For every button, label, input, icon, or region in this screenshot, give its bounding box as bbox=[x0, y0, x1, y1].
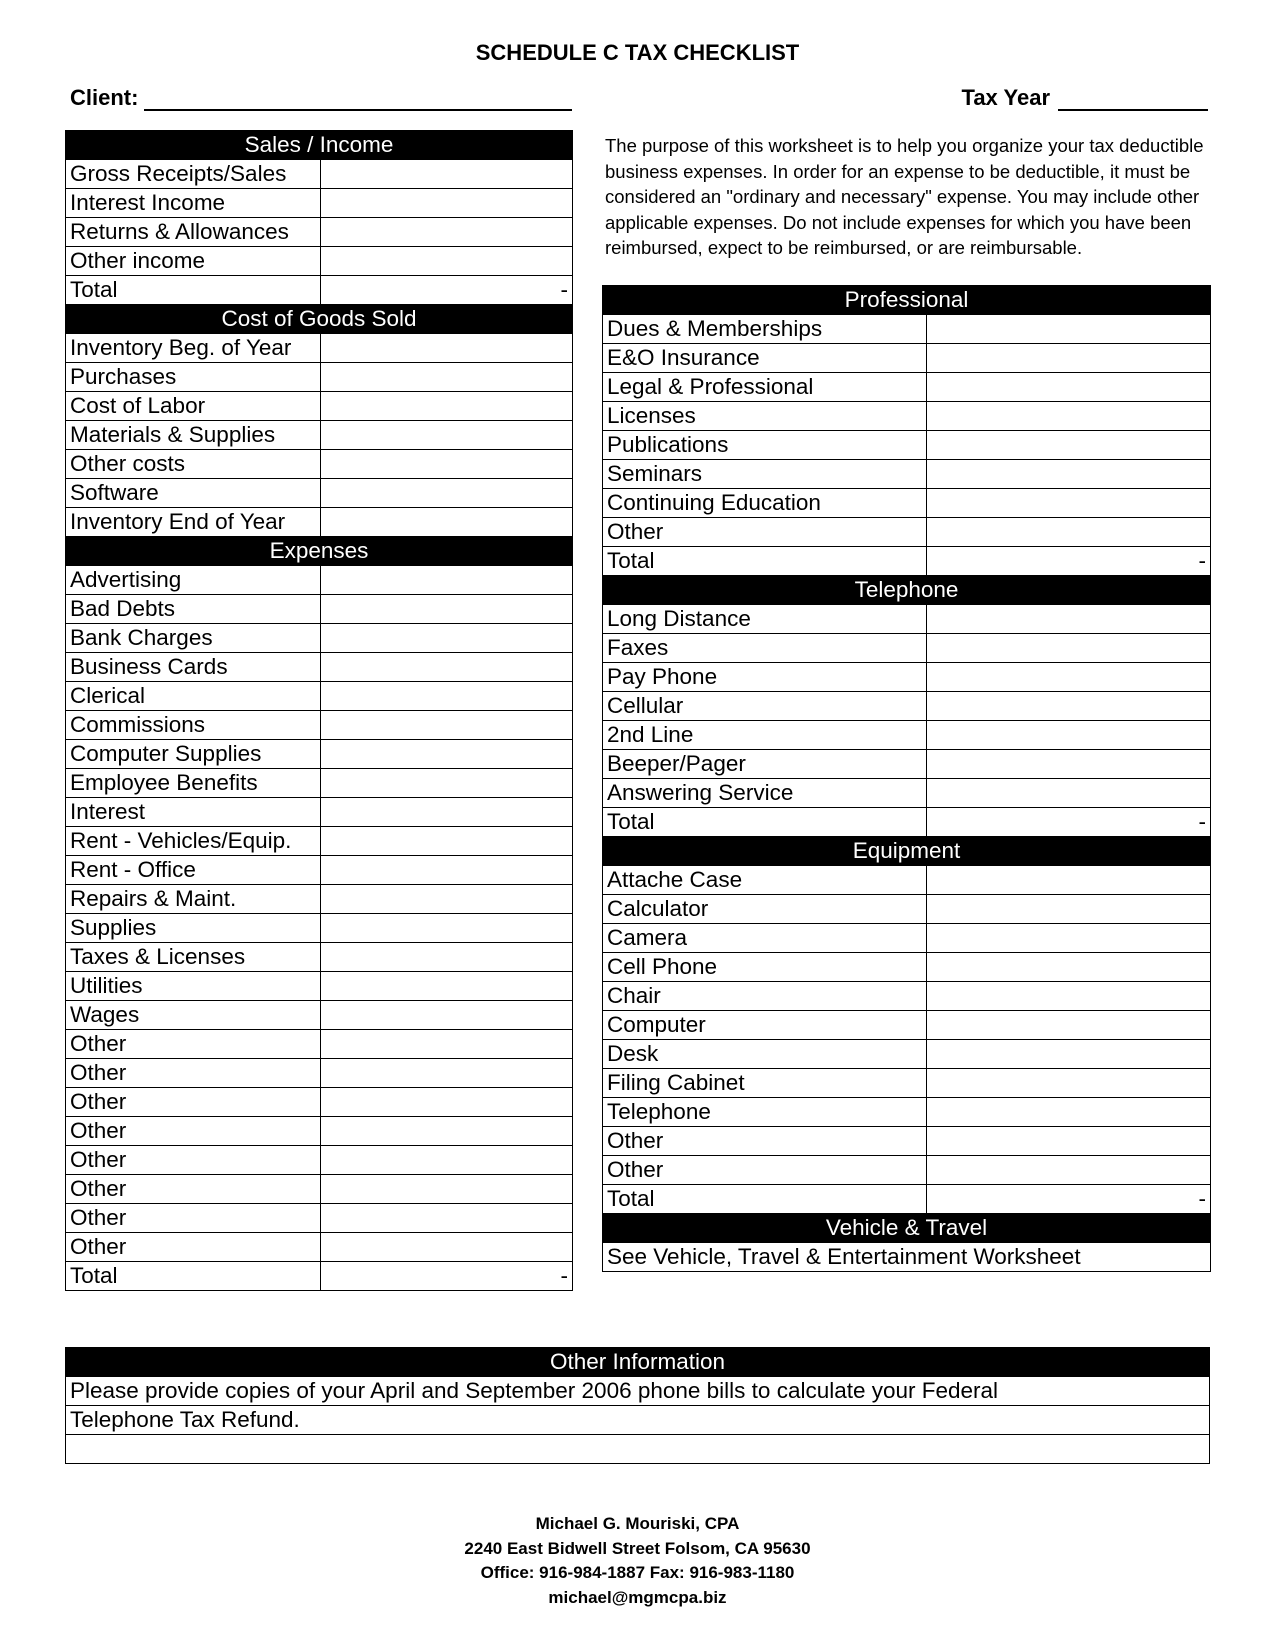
total-row bbox=[603, 547, 1211, 576]
table-row bbox=[66, 1204, 573, 1233]
table-row bbox=[66, 450, 573, 479]
table-row bbox=[66, 1435, 1210, 1464]
row-label: Wages bbox=[66, 1001, 321, 1030]
amount-cell[interactable] bbox=[321, 1175, 573, 1204]
amount-cell[interactable] bbox=[321, 943, 573, 972]
client-field bbox=[70, 85, 572, 111]
table-row bbox=[603, 1243, 1211, 1272]
footer-address: 2240 East Bidwell Street Folsom, CA 95630 bbox=[464, 1538, 811, 1558]
section-header-row bbox=[66, 131, 573, 160]
table-row bbox=[66, 740, 573, 769]
table-row bbox=[66, 334, 573, 363]
section-header-sales-income: Sales / Income bbox=[66, 131, 573, 160]
row-label: Cost of Labor bbox=[66, 392, 321, 421]
amount-cell[interactable] bbox=[321, 421, 573, 450]
table-row bbox=[66, 508, 573, 537]
row-label: Other costs bbox=[66, 450, 321, 479]
table-row bbox=[66, 1233, 573, 1262]
table-row bbox=[603, 866, 1211, 895]
amount-cell[interactable] bbox=[927, 344, 1211, 373]
table-row bbox=[66, 1001, 573, 1030]
section-header-row bbox=[66, 305, 573, 334]
row-label: Answering Service bbox=[603, 779, 927, 808]
amount-cell[interactable] bbox=[927, 895, 1211, 924]
row-label: Purchases bbox=[66, 363, 321, 392]
table-row bbox=[603, 344, 1211, 373]
total-row bbox=[66, 276, 573, 305]
amount-cell[interactable] bbox=[927, 605, 1211, 634]
table-row bbox=[66, 392, 573, 421]
table-row bbox=[66, 798, 573, 827]
footer-phone: Office: 916-984-1887 Fax: 916-983-1180 bbox=[480, 1563, 795, 1582]
section-header-row bbox=[66, 537, 573, 566]
amount-cell[interactable] bbox=[927, 489, 1211, 518]
amount-cell[interactable] bbox=[321, 885, 573, 914]
row-label: Materials & Supplies bbox=[66, 421, 321, 450]
table-row bbox=[66, 711, 573, 740]
section-header-row bbox=[603, 1214, 1211, 1243]
row-label: Attache Case bbox=[603, 866, 927, 895]
row-label: Legal & Professional bbox=[603, 373, 927, 402]
amount-cell[interactable] bbox=[321, 1001, 573, 1030]
row-label: Calculator bbox=[603, 895, 927, 924]
note-cell: See Vehicle, Travel & Entertainment Worksheet bbox=[603, 1243, 1211, 1272]
row-label: 2nd Line bbox=[603, 721, 927, 750]
table-row bbox=[603, 924, 1211, 953]
table-row bbox=[603, 489, 1211, 518]
table-row bbox=[66, 1117, 573, 1146]
table-row bbox=[603, 605, 1211, 634]
row-label: Interest Income bbox=[66, 189, 321, 218]
amount-cell[interactable] bbox=[321, 624, 573, 653]
table-row bbox=[66, 160, 573, 189]
row-label: Computer Supplies bbox=[66, 740, 321, 769]
table-row bbox=[66, 218, 573, 247]
row-label: Gross Receipts/Sales bbox=[66, 160, 321, 189]
row-label: Other income bbox=[66, 247, 321, 276]
total-amount: - bbox=[927, 808, 1211, 837]
row-label: Other bbox=[603, 1156, 927, 1185]
row-label: Commissions bbox=[66, 711, 321, 740]
row-label: Bank Charges bbox=[66, 624, 321, 653]
total-row bbox=[66, 1262, 573, 1291]
table-row bbox=[66, 682, 573, 711]
table-row bbox=[66, 914, 573, 943]
table-row bbox=[603, 692, 1211, 721]
table-row bbox=[603, 315, 1211, 344]
amount-cell[interactable] bbox=[321, 1204, 573, 1233]
amount-cell[interactable] bbox=[321, 595, 573, 624]
table-row bbox=[66, 189, 573, 218]
table-row bbox=[66, 653, 573, 682]
row-label: Interest bbox=[66, 798, 321, 827]
client-input-line[interactable] bbox=[144, 89, 572, 111]
footer-name: Michael G. Mouriski, CPA bbox=[535, 1514, 740, 1533]
row-label: Repairs & Maint. bbox=[66, 885, 321, 914]
row-label: Software bbox=[66, 479, 321, 508]
table-row bbox=[66, 247, 573, 276]
row-label: Dues & Memberships bbox=[603, 315, 927, 344]
tax-year-input-line[interactable] bbox=[1058, 89, 1208, 111]
amount-cell[interactable] bbox=[927, 866, 1211, 895]
amount-cell[interactable] bbox=[927, 431, 1211, 460]
other-information-table bbox=[65, 1347, 1210, 1464]
amount-cell[interactable] bbox=[927, 779, 1211, 808]
amount-cell[interactable] bbox=[927, 663, 1211, 692]
table-row bbox=[603, 1040, 1211, 1069]
amount-cell[interactable] bbox=[321, 1117, 573, 1146]
table-row bbox=[603, 460, 1211, 489]
row-label: Other bbox=[66, 1088, 321, 1117]
footer-email: michael@mgmcpa.biz bbox=[548, 1587, 727, 1607]
table-row bbox=[603, 634, 1211, 663]
amount-cell[interactable] bbox=[321, 1030, 573, 1059]
total-amount: - bbox=[927, 547, 1211, 576]
section-header-row bbox=[603, 837, 1211, 866]
total-row bbox=[603, 1185, 1211, 1214]
amount-cell[interactable] bbox=[927, 1156, 1211, 1185]
amount-cell[interactable] bbox=[321, 363, 573, 392]
table-row bbox=[66, 1059, 573, 1088]
row-label: Other bbox=[603, 1127, 927, 1156]
total-label: Total bbox=[66, 1262, 321, 1291]
table-row bbox=[603, 1156, 1211, 1185]
amount-cell[interactable] bbox=[321, 247, 573, 276]
total-label: Total bbox=[66, 276, 321, 305]
row-label: Rent - Vehicles/Equip. bbox=[66, 827, 321, 856]
table-row bbox=[603, 953, 1211, 982]
amount-cell[interactable] bbox=[321, 334, 573, 363]
table-row bbox=[66, 624, 573, 653]
amount-cell[interactable] bbox=[321, 682, 573, 711]
total-amount: - bbox=[321, 1262, 573, 1291]
table-row bbox=[603, 750, 1211, 779]
table-row bbox=[66, 885, 573, 914]
other-info-line: Please provide copies of your April and September 2006 phone bills to calculate your Federal bbox=[66, 1377, 1210, 1406]
row-label: Inventory Beg. of Year bbox=[66, 334, 321, 363]
section-header-row bbox=[66, 1348, 1210, 1377]
row-label: Telephone bbox=[603, 1098, 927, 1127]
amount-cell[interactable] bbox=[927, 750, 1211, 779]
row-label: Advertising bbox=[66, 566, 321, 595]
amount-cell[interactable] bbox=[927, 1011, 1211, 1040]
row-label: Other bbox=[66, 1117, 321, 1146]
section-header-cost-of-goods-sold: Cost of Goods Sold bbox=[66, 305, 573, 334]
amount-cell[interactable] bbox=[927, 1069, 1211, 1098]
table-row bbox=[603, 982, 1211, 1011]
table-row bbox=[603, 373, 1211, 402]
amount-cell[interactable] bbox=[321, 566, 573, 595]
section-header-row bbox=[603, 286, 1211, 315]
table-row bbox=[603, 402, 1211, 431]
footer-contact bbox=[0, 1512, 1275, 1610]
row-label: Cellular bbox=[603, 692, 927, 721]
section-header-vehicle-travel: Vehicle & Travel bbox=[603, 1214, 1211, 1243]
amount-cell[interactable] bbox=[321, 1059, 573, 1088]
total-label: Total bbox=[603, 547, 927, 576]
row-label: Computer bbox=[603, 1011, 927, 1040]
amount-cell[interactable] bbox=[927, 518, 1211, 547]
row-label: Business Cards bbox=[66, 653, 321, 682]
row-label: Taxes & Licenses bbox=[66, 943, 321, 972]
row-label: Continuing Education bbox=[603, 489, 927, 518]
amount-cell[interactable] bbox=[927, 1127, 1211, 1156]
row-label: Long Distance bbox=[603, 605, 927, 634]
amount-cell[interactable] bbox=[321, 1146, 573, 1175]
table-row bbox=[66, 363, 573, 392]
table-row bbox=[66, 1406, 1210, 1435]
row-label: Returns & Allowances bbox=[66, 218, 321, 247]
row-label: Other bbox=[66, 1030, 321, 1059]
page-title: SCHEDULE C TAX CHECKLIST bbox=[475, 40, 800, 65]
table-row bbox=[66, 827, 573, 856]
amount-cell[interactable] bbox=[321, 856, 573, 885]
amount-cell[interactable] bbox=[321, 160, 573, 189]
section-header-other-information: Other Information bbox=[66, 1348, 1210, 1377]
section-header-professional: Professional bbox=[603, 286, 1211, 315]
amount-cell[interactable] bbox=[927, 953, 1211, 982]
row-label: Chair bbox=[603, 982, 927, 1011]
amount-cell[interactable] bbox=[321, 1088, 573, 1117]
section-header-expenses: Expenses bbox=[66, 537, 573, 566]
row-label: Camera bbox=[603, 924, 927, 953]
table-row bbox=[603, 721, 1211, 750]
table-row bbox=[603, 895, 1211, 924]
table-row bbox=[603, 779, 1211, 808]
section-header-row bbox=[603, 576, 1211, 605]
table-row bbox=[66, 1146, 573, 1175]
row-label: Rent - Office bbox=[66, 856, 321, 885]
amount-cell[interactable] bbox=[927, 982, 1211, 1011]
amount-cell[interactable] bbox=[321, 1233, 573, 1262]
row-label: Cell Phone bbox=[603, 953, 927, 982]
row-label: Utilities bbox=[66, 972, 321, 1001]
amount-cell[interactable] bbox=[927, 1040, 1211, 1069]
table-row bbox=[66, 566, 573, 595]
amount-cell[interactable] bbox=[321, 914, 573, 943]
row-label: Other bbox=[66, 1204, 321, 1233]
tax-year-field bbox=[962, 85, 1208, 111]
section-header-telephone: Telephone bbox=[603, 576, 1211, 605]
row-label: Faxes bbox=[603, 634, 927, 663]
row-label: Bad Debts bbox=[66, 595, 321, 624]
table-row bbox=[603, 1069, 1211, 1098]
total-amount: - bbox=[321, 276, 573, 305]
amount-cell[interactable] bbox=[927, 634, 1211, 663]
amount-cell[interactable] bbox=[321, 450, 573, 479]
table-row bbox=[66, 943, 573, 972]
amount-cell[interactable] bbox=[321, 392, 573, 421]
other-info-line: Telephone Tax Refund. bbox=[66, 1406, 1210, 1435]
row-label: E&O Insurance bbox=[603, 344, 927, 373]
amount-cell[interactable] bbox=[321, 827, 573, 856]
row-label: Other bbox=[66, 1146, 321, 1175]
row-label: Employee Benefits bbox=[66, 769, 321, 798]
client-label: Client: bbox=[70, 85, 139, 110]
row-label: Publications bbox=[603, 431, 927, 460]
amount-cell[interactable] bbox=[927, 721, 1211, 750]
table-row bbox=[66, 421, 573, 450]
row-label: Inventory End of Year bbox=[66, 508, 321, 537]
amount-cell[interactable] bbox=[927, 315, 1211, 344]
row-label: Desk bbox=[603, 1040, 927, 1069]
amount-cell[interactable] bbox=[321, 769, 573, 798]
table-row bbox=[66, 479, 573, 508]
row-label: Other bbox=[66, 1233, 321, 1262]
row-label: Other bbox=[66, 1059, 321, 1088]
amount-cell[interactable] bbox=[321, 798, 573, 827]
amount-cell[interactable] bbox=[927, 373, 1211, 402]
amount-cell[interactable] bbox=[927, 1098, 1211, 1127]
total-label: Total bbox=[603, 1185, 927, 1214]
table-row bbox=[66, 1030, 573, 1059]
amount-cell[interactable] bbox=[927, 460, 1211, 489]
tax-year-label: Tax Year bbox=[961, 85, 1050, 110]
amount-cell[interactable] bbox=[321, 653, 573, 682]
intro-paragraph: The purpose of this worksheet is to help you organize your tax deductible business expenses. In order for an expense to be deductible, it must be considered an "ordinary and necessary" expense. You may include other applicable expenses. Do not include expenses for which you have been reimbursed, expect to be reimbursed, or are reimbursable. bbox=[605, 135, 1204, 258]
amount-cell[interactable] bbox=[321, 189, 573, 218]
right-checklist-table bbox=[602, 285, 1211, 1272]
amount-cell[interactable] bbox=[321, 508, 573, 537]
amount-cell[interactable] bbox=[321, 479, 573, 508]
section-header-equipment: Equipment bbox=[603, 837, 1211, 866]
total-amount: - bbox=[927, 1185, 1211, 1214]
total-row bbox=[603, 808, 1211, 837]
table-row bbox=[66, 769, 573, 798]
table-row bbox=[66, 1175, 573, 1204]
table-row bbox=[603, 663, 1211, 692]
row-label: Supplies bbox=[66, 914, 321, 943]
total-label: Total bbox=[603, 808, 927, 837]
row-label: Clerical bbox=[66, 682, 321, 711]
row-label: Filing Cabinet bbox=[603, 1069, 927, 1098]
row-label: Beeper/Pager bbox=[603, 750, 927, 779]
amount-cell[interactable] bbox=[927, 402, 1211, 431]
amount-cell[interactable] bbox=[321, 218, 573, 247]
table-row bbox=[603, 518, 1211, 547]
row-label: Pay Phone bbox=[603, 663, 927, 692]
table-row bbox=[603, 431, 1211, 460]
other-info-line bbox=[66, 1435, 1210, 1464]
table-row bbox=[603, 1098, 1211, 1127]
table-row bbox=[66, 856, 573, 885]
amount-cell[interactable] bbox=[321, 740, 573, 769]
amount-cell[interactable] bbox=[927, 924, 1211, 953]
amount-cell[interactable] bbox=[927, 692, 1211, 721]
table-row bbox=[66, 1088, 573, 1117]
row-label: Other bbox=[66, 1175, 321, 1204]
table-row bbox=[66, 1377, 1210, 1406]
table-row bbox=[603, 1127, 1211, 1156]
row-label: Licenses bbox=[603, 402, 927, 431]
table-row bbox=[66, 595, 573, 624]
table-row bbox=[603, 1011, 1211, 1040]
row-label: Seminars bbox=[603, 460, 927, 489]
row-label: Other bbox=[603, 518, 927, 547]
left-checklist-table bbox=[65, 130, 573, 1291]
table-row bbox=[66, 972, 573, 1001]
amount-cell[interactable] bbox=[321, 972, 573, 1001]
amount-cell[interactable] bbox=[321, 711, 573, 740]
